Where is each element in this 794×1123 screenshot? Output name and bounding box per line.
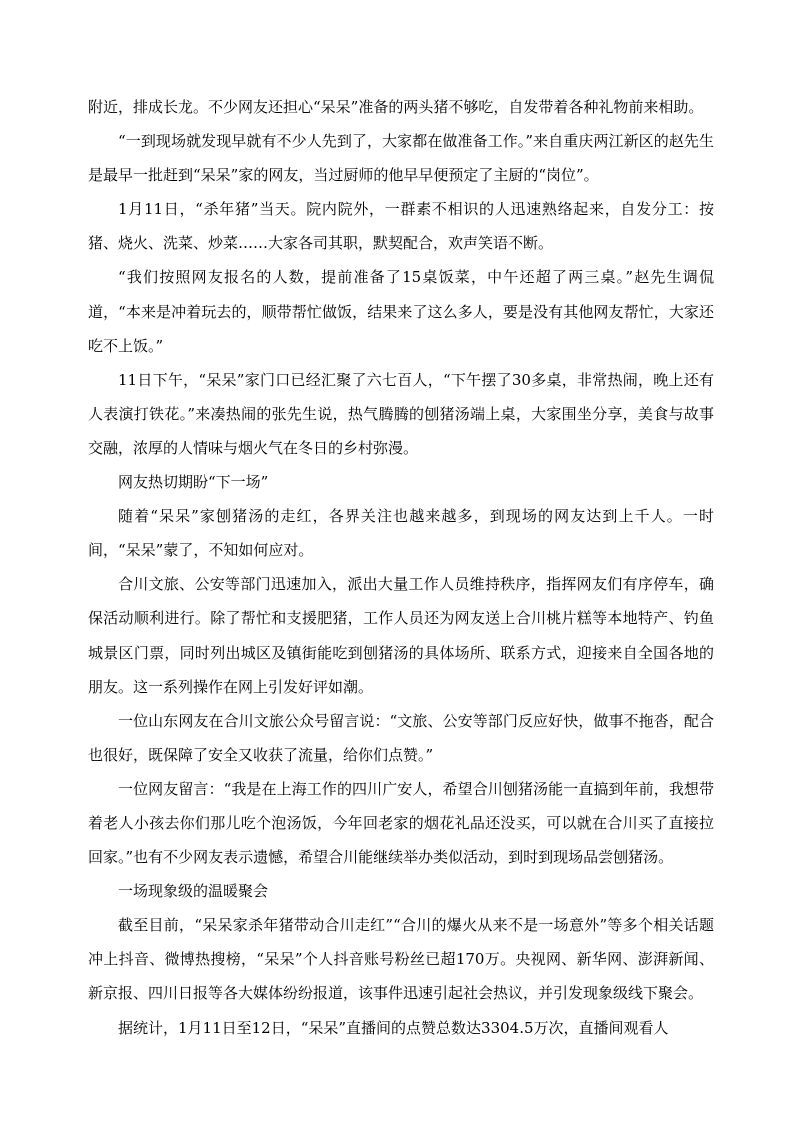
section-heading-next-event: 网友热切期盼“下一场” xyxy=(118,473,269,492)
paragraph-hot-search: 截至目前，“呆呆家杀年猪带动合川走红”“合川的爆火从来不是一场意外”等多个相关话题冲上抖音、微博热搜榜，“呆呆”个人抖音账号粉丝已超170万。央视网、新华网、澎湃新闻、新京报、四川日报等各大媒体纷纷报道，该事件迅速引起社会热议，并引发现象级线下聚会。 xyxy=(88,916,714,1003)
paragraph-continued: 附近，排成长龙。不少网友还担心“呆呆”准备的两头猪不够吃，自发带着各种礼物前来相助。 xyxy=(88,98,704,116)
section-heading-warm-gathering: 一场现象级的温暖聚会 xyxy=(118,882,269,901)
paragraph-departments-join: 合川文旅、公安等部门迅速加入，派出大量工作人员维持秩序，指挥网友们有序停车，确保活动顺利进行。除了帮忙和支援肥猪，工作人员还为网友送上合川桃片糕等本地特产、钓鱼城景区门票，同时列出城区及镇街能吃到刨猪汤的具体场所、联系方式，迎接来自全国各地的朋友。这一系列操作在网上引发好评如潮。 xyxy=(88,575,714,696)
paragraph-zhao-tables: “我们按照网友报名的人数，提前准备了15桌饭菜，中午还超了两三桌。”赵先生调侃道，“本来是冲着玩去的，顺带帮忙做饭，结果来了这么多人，要是没有其他网友帮忙，大家还吃不上饭。” xyxy=(88,268,714,355)
paragraph-pig-killing-day: 1月11日，“杀年猪”当天。院内院外，一群素不相识的人迅速熟络起来，自发分工：按猪、烧火、洗菜、炒菜……大家各司其职，默契配合，欢声笑语不断。 xyxy=(88,200,714,253)
article-body xyxy=(88,90,714,1045)
paragraph-zhao-quote: “一到现场就发现早就有不少人先到了，大家都在做准备工作。”来自重庆两江新区的赵先生是最早一批赶到“呆呆”家的网友，当过厨师的他早早便预定了主厨的“岗位”。 xyxy=(88,132,714,185)
paragraph-shanghai-netizen: 一位网友留言：“我是在上海工作的四川广安人，希望合川刨猪汤能一直搞到年前，我想带着老人小孩去你们那儿吃个泡汤饭，今年回老家的烟花礼品还没买，可以就在合川买了直接拉回家。”也有不少网友表示遗憾，希望合川能继续举办类似活动，到时到现场品尝刨猪汤。 xyxy=(88,779,714,867)
paragraph-statistics: 据统计，1月11日至12日，“呆呆”直播间的点赞总数达3304.5万次，直播间观看人 xyxy=(118,1018,669,1037)
paragraph-afternoon: 11日下午，“呆呆”家门口已经汇聚了六七百人，“下午摆了30多桌，非常热闹，晚上还有人表演打铁花。”来凑热闹的张先生说，热气腾腾的刨猪汤端上桌，大家围坐分享，美食与故事交融，浓厚的人情味与烟火气在冬日的乡村弥漫。 xyxy=(88,370,714,457)
paragraph-shandong-netizen: 一位山东网友在合川文旅公众号留言说：“文旅、公安等部门反应好快，做事不拖沓，配合也很好，既保障了安全又收获了流量，给你们点赞。” xyxy=(88,711,714,764)
paragraph-going-viral: 随着“呆呆”家刨猪汤的走红，各界关注也越来越多，到现场的网友达到上千人。一时间，“呆呆”蒙了，不知如何应对。 xyxy=(88,507,714,560)
